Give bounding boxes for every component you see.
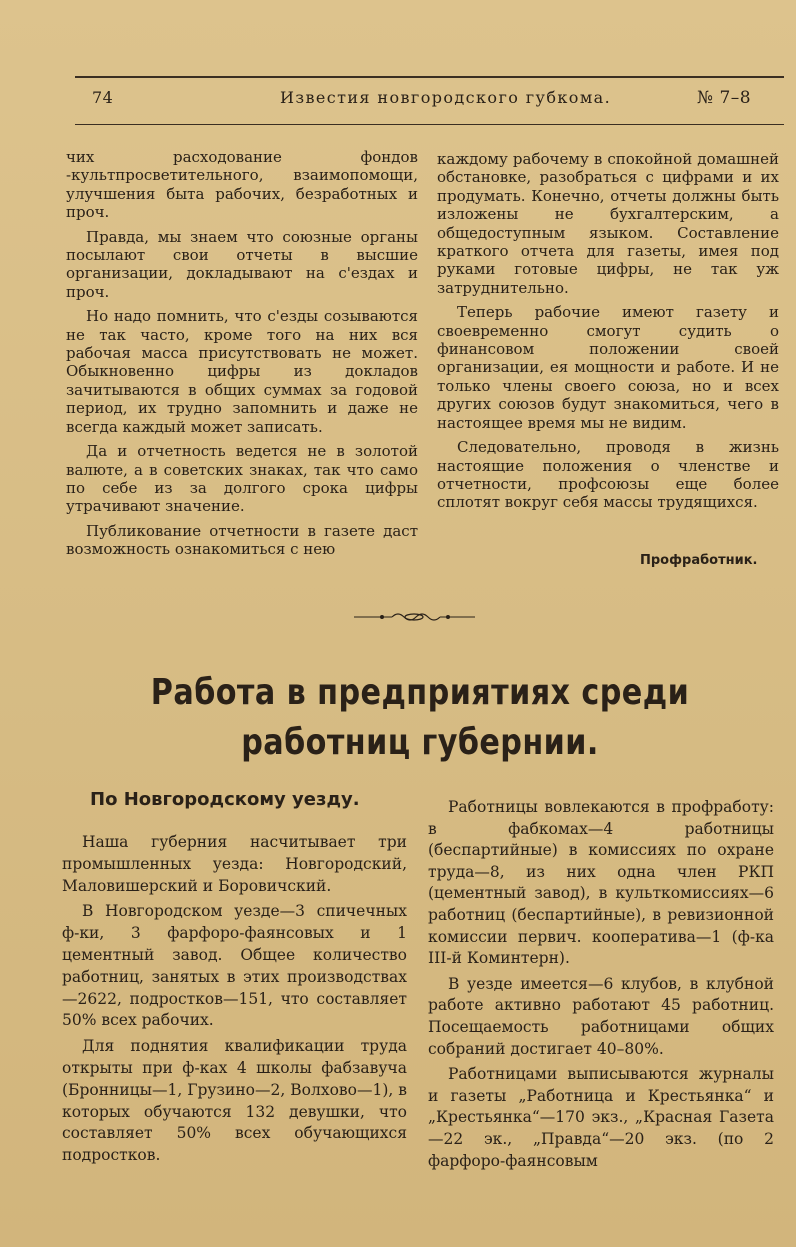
paragraph: Для поднятия квалификации труда открыты при ф-ках 4 школы фабзавуча (Бронницы—1, Грузино—2, Волхово—1), в которых обучаются 132 девушки, что составляет 50% всех обучающихся подростков. <box>62 1037 407 1165</box>
article1-left-column <box>66 148 418 559</box>
page-number: 74 <box>92 88 114 107</box>
article-signature: Профработник. <box>640 553 758 568</box>
ornament-divider-icon <box>352 606 477 628</box>
paragraph: Теперь рабочие имеют газету и своевременно смогут судить о финансовом положении своей организации, ея мощности и работе. И не только члены своего союза, но и всех других союзов будут знакомиться, чего в настоящее время мы не видим. <box>437 303 779 432</box>
article2-subheading: По Новгородскому уезду. <box>90 789 360 810</box>
paragraph: Работницы вовлекаются в профработу: в фабкомах—4 работницы (беспартийные) в комиссиях по охране труда—8, из них одна член РКП (цементный завод), в культкомиссиях—6 работниц (беспартийные), в ревизионной комиссии первич. кооператива—1 (ф-ка III-й Коминтерн). <box>428 798 774 968</box>
paragraph: Да и отчетность ведется не в золотой валюте, а в советских знаках, так что само по себе из за долгого срока цифры утрачивают значение. <box>66 442 418 516</box>
issue-number: № 7–8 <box>697 88 752 108</box>
paragraph: Правда, мы знаем что союзные органы посылают свои отчеты в высшие организации, докладывают на с'ездах и проч. <box>66 227 418 301</box>
running-header-title: Известия новгородского губкома. <box>280 88 612 107</box>
article2-headline: Работа в предприятиях среди работниц губернии. <box>150 672 690 763</box>
paragraph: В уезде имеется—6 клубов, в клубной работе активно работают 45 работниц. Посещаемость работницами общих собраний достигает 40–80%. <box>428 974 774 1058</box>
article2-left-column <box>62 832 407 1167</box>
paragraph: Работницами выписываются журналы и газеты „Работница и Крестьянка“ и „Крестьянка“—170 экз., „Красная Газета—22 эк., „Правда“—20 экз. (по 2 фарфоро-фаянсовым <box>428 1065 774 1170</box>
header-bottom-rule <box>75 124 784 125</box>
paragraph: Но надо помнить, что с'езды созываются не так часто, кроме того на них вся рабочая масса присутствовать не может. Обыкновенно цифры из докладов зачитываются в общих суммах за годовой период, их трудно запомнить и даже не всегда каждый может записать. <box>66 307 418 436</box>
paragraph: чих расходование фондов -культпросветительного, взаимопомощи, улучшения быта рабочих, безработных и проч. <box>66 148 418 222</box>
article1-right-column <box>437 150 779 512</box>
paragraph: Следовательно, проводя в жизнь настоящие положения о членстве и отчетности, профсоюзы еще более сплотят вокруг себя массы трудящихся. <box>437 438 779 512</box>
paragraph: каждому рабочему в спокойной домашней обстановке, разобраться с цифрами и их продумать. Конечно, отчеты должны быть изложены не бухгалтерским, а общедоступным языком. Составление краткого отчета для газеты, имея под руками готовые цифры, не так уж затруднительно. <box>437 150 779 297</box>
header-top-rule <box>75 76 784 78</box>
article2-right-column <box>428 797 774 1172</box>
paragraph: Наша губерния насчитывает три промышленных уезда: Новгородский, Маловишерский и Боровичский. <box>62 833 407 895</box>
paragraph: Публикование отчетности в газете даст возможность ознакомиться с нею <box>66 521 418 559</box>
paragraph: В Новгородском уезде—3 спичечных ф-ки, 3 фарфоро-фаянсовых и 1 цементный завод. Общее количество работниц, занятых в этих производствах—2622, подростков—151, что составляет 50% всех рабочих. <box>62 902 407 1030</box>
